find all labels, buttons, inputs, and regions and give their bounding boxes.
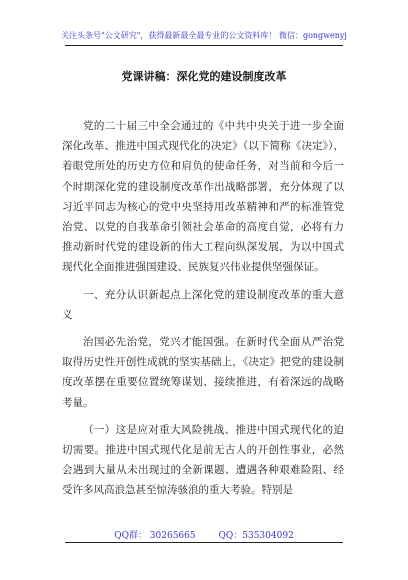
document-title: 党课讲稿：深化党的建设制度改革	[121, 70, 287, 83]
footer-qq: QQ：535304092	[218, 531, 294, 541]
header-divider	[65, 45, 343, 46]
paragraph-section-1: 治国必先治党，党兴才能国强。在新时代全面从严治党取得历史性开创性成就的坚实基础上，《决定》把党的建设制度改革摆在重要位置统筹谋划、接续推进，有着深远的战略考量。	[62, 336, 344, 409]
paragraph-subsection-1: （一）这是应对重大风险挑战、推进中国式现代化的迫切需要。推进中国式现代化是前无古人的开创性事业，必然会遇到大量从未出现过的全新课题、遭遇各种艰难险阻、经受许多风高浪急甚至惊涛骇浪的重大考验。特别是	[62, 423, 344, 497]
section-heading: 一、充分认识新起点上深化党的建设制度改革的重大意义	[62, 288, 344, 321]
document-body	[62, 116, 344, 501]
header-note: 关注头条号"公文研究"，获得最新最全最专业的公文资料库！ 微信：gongwenyj	[61, 31, 347, 40]
footer-qq-group: QQ群： 30265665	[114, 531, 196, 541]
footer-divider	[65, 542, 343, 543]
footer-contact	[0, 528, 408, 541]
paragraph-intro: 党的二十届三中全会通过的《中共中央关于进一步全面深化改革、推进中国式现代化的决定》（以下简称《决定》），着眼党所处的历史方位和肩负的使命任务，对当前和今后一个时期深化党的建设制度改革作出战略部署，充分体现了以习近平同志为核心的党中央坚持用改革精神和严的标准管党治党、以党的自我革命引领社会革命的高度自觉，必将有力推动新时代党的建设新的伟大工程向纵深发展，为以中国式现代化全面推进强国建设、民族复兴伟业提供坚强保证。	[62, 120, 344, 274]
